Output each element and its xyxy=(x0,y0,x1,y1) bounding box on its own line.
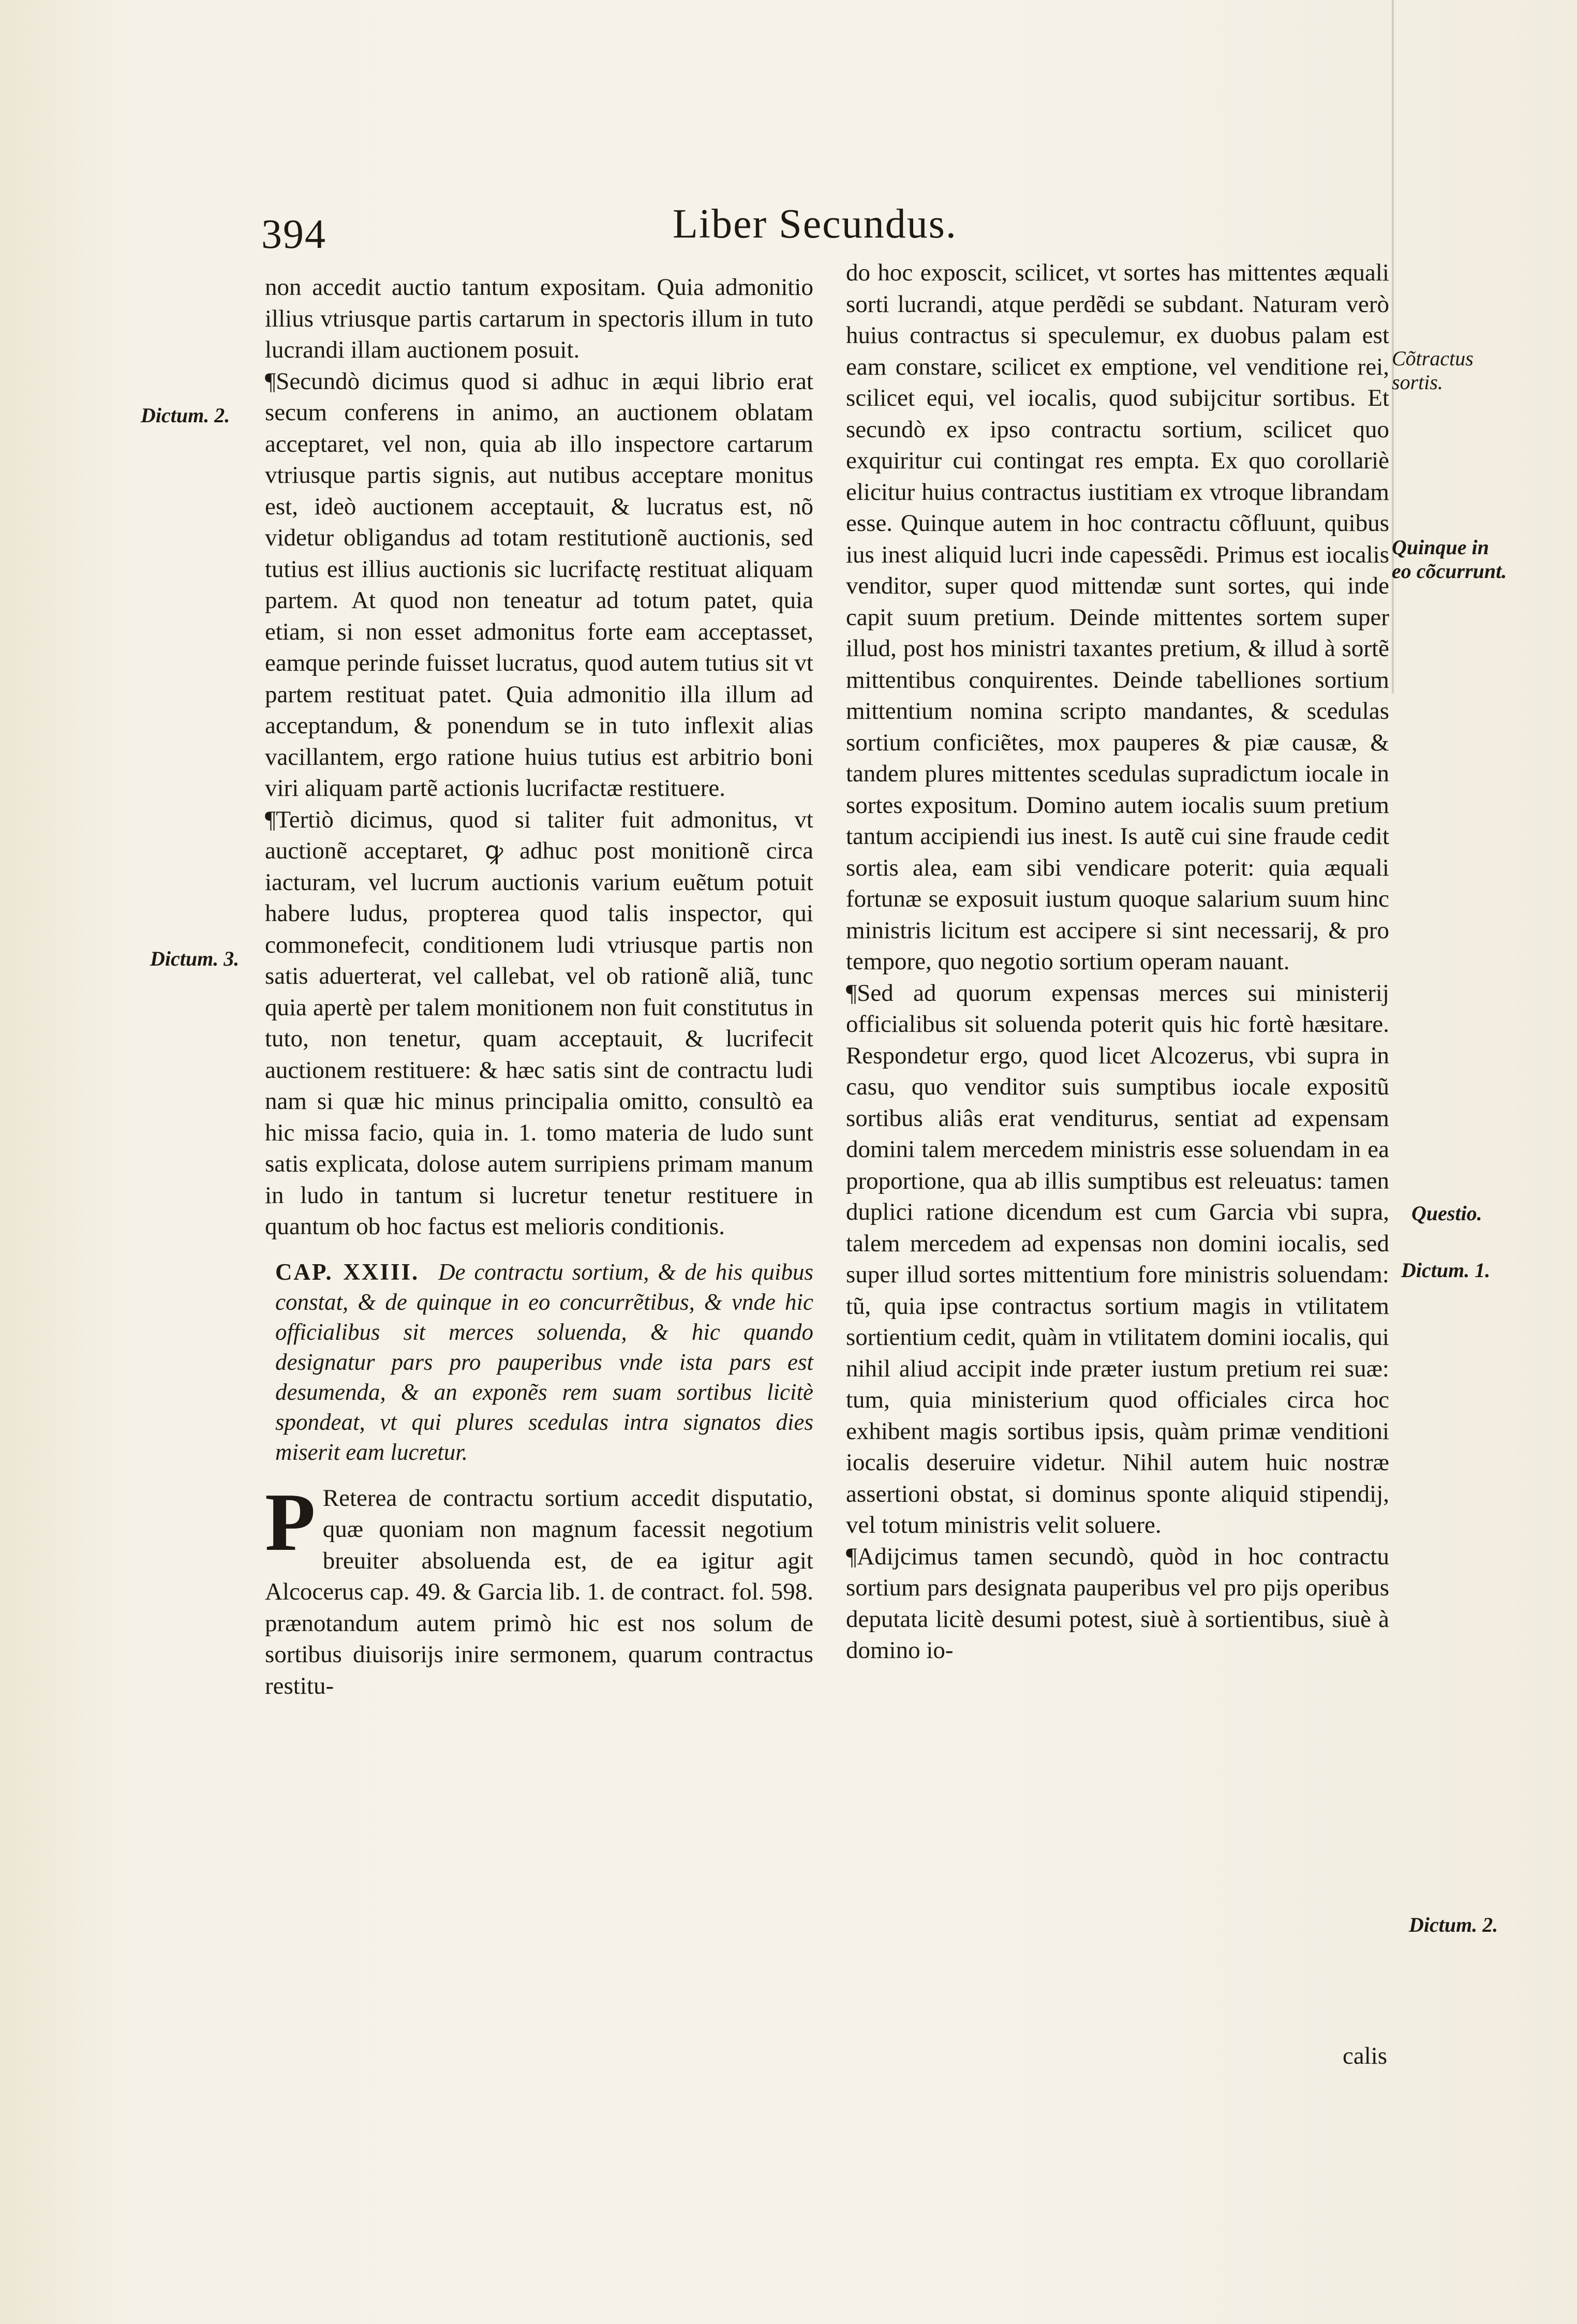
left-para-1: non accedit auctio tantum expositam. Quia admonitio illius vtriusque partis cartarum in spectoris illum in tuto lucrandi illam auctionem posuit. xyxy=(265,274,813,363)
drop-capital: P xyxy=(265,1475,316,1568)
page-number: 394 xyxy=(261,212,326,257)
margin-note-dictum-1: Dictum. 1. xyxy=(1401,1259,1491,1282)
margin-note-contractus-sortis: Cõtractus sortis. xyxy=(1392,347,1474,394)
right-column xyxy=(846,257,1389,1666)
margin-note-quinque: Quinque in eo cõcurrunt. xyxy=(1392,536,1507,583)
left-para-4: Reterea de contractu sortium accedit disputatio, quæ quoniam non magnum facessit negotium breuiter absoluenda est, de ea igitur agit Alcocerus cap. 49. & Garcia lib. 1. de contract. fol. 598. prænotandum autem primò hic est nos solum de sortibus diuisorijs inire sermonem, quarum contractus restitu- xyxy=(265,1484,813,1699)
left-column xyxy=(265,272,813,1701)
left-para-4-block xyxy=(265,1475,813,1702)
right-para-1: do hoc exposcit, scilicet, vt sortes has mittentes æquali sorti lucrandi, atque perdẽdi se subdant. Naturam verò huius contractus si speculemur, ex duobus palam est eam constare, scilicet ex emptione, vel venditione rei, scilicet equi, vel iocalis, quod subijcitur sortibus. Et secundò ex ipso contractu sortium, scilicet quo exquiritur cui contingat res empta. Ex quo corollariè elicitur huius contractus iustitiam ex vtroque librandam esse. Quinque autem in hoc contractu cõfluunt, quibus ius inest aliquid lucri inde capessẽdi. Primus est iocalis venditor, super quod mittendæ sunt sortes, qui inde capit suum pretium. Deinde mittentes sortem super illud, post hos ministri taxantes pretium, & illud à sortẽ mittentibus conquirentes. Deinde tabelliones sortium mittentium nomina scripto mandantes, & scedulas sortium conficiẽtes, mox pauperes & piæ causæ, & tandem plures mittentes scedulas supradictum iocale in sortes expositum. Domino autem iocalis suum pretium tantum accipiendi ius inest. Is autẽ cui sine fraude cedit sortis alea, eam sibi vendicare poterit: quia æquali fortunæ se exposuit iustum quoque salarium suum hinc ministris licitum est accipere si sint necessarij, & pro tempore, quo negotio sortium operam nauant. xyxy=(846,259,1389,975)
margin-note-questio: Questio. xyxy=(1411,1202,1482,1225)
left-para-2: ¶Secundò dicimus quod si adhuc in æqui librio erat secum conferens in animo, an auctionem oblatam acceptaret, vel non, quia ab illo inspectore cartarum vtriusque partis signis, aut nutibus acceptare monitus est, ideò auctionem acceptauit, & lucratus est, nõ videtur obligandus ad totam restitutionẽ auctionis, sed tutius est illius auctionis sic lucrifactę restituat aliquam partem. At quod non teneatur ad totum patet, quia etiam, si non esset admonitus forte eam acceptasset, eamque perinde fuisset lucratus, quod autem tutius sit vt partem restituat patet. Quia admonitio illa illum ad acceptandum, & ponendum se in tuto inflexit alias vacillantem, ergo ratione huius tutius est arbitrio boni viri aliquam partẽ actionis lucrifactæ restituere. xyxy=(265,367,813,802)
chapter-summary: De contractu sortium, & de his quibus constat, & de quinque in eo concurrẽtibus, & vnde hic officialibus sit merces soluenda, & hic quando designatur pars pro pauperibus vnde ista pars est desumenda, & an exponẽs rem suam sortibus licitè spondeat, vt qui plures scedulas intra signatos dies miserit eam lucretur. xyxy=(275,1259,814,1465)
right-para-2: ¶Sed ad quorum expensas merces sui ministerij officialibus sit soluenda poterit quis hic fortè hæsitare. Respondetur ergo, quod licet Alcozerus, vbi supra in casu, quo venditor suis sumptibus iocale expositũ sortibus aliâs erat venditurus, sentiat ad expensam domini talem mercedem ministris esse soluendam in ea proportione, qua ab illis sumptibus est releuatus: tamen duplici ratione dicendum est cum Garcia vbi supra, talem mercedem ad expensas non domini iocalis, sed super illud sortes mittentium fore ministris soluendam: tũ, quia ipse contractus sortium magis in vtilitatem sortientium cedit, quàm in vtilitatem domini iocalis, qui nihil aliud accipit inde præter iustum pretium rei suæ: tum, quia ministerium quod officiales circa hoc exhibent magis sortibus ipsis, quàm primæ venditioni iocalis deseruire videtur. Nihil autem huic nostræ assertioni obstat, si dominus sponte aliquid stipendij, vel totum ministris velit soluere. xyxy=(846,979,1389,1538)
right-para-3: ¶Adijcimus tamen secundò, quòd in hoc contractu sortium pars designata pauperibus vel pro pijs operibus deputata licitè desumi potest, siuè à sortientibus, siuè à domino io- xyxy=(846,1543,1389,1664)
running-title: Liber Secundus. xyxy=(673,201,957,247)
chapter-heading-block xyxy=(265,1257,813,1467)
left-para-3: ¶Tertiò dicimus, quod si taliter fuit admonitus, vt auctionẽ acceptaret, ꝙ adhuc post monitionẽ circa iacturam, vel lucrum auctionis varium euẽtum potuit habere ludus, propterea quod talis inspector, qui commonefecit, conditionem ludi vtriusque partis non satis aduerterat, vel callebat, vel ob rationẽ aliã, tunc quia apertè per talem monitionem non fuit constitutus in tuto, non tenetur, quam acceptauit, & lucrifecit auctionem restituere: & hæc satis sint de contractu ludi nam si quæ hic minus principalia omitto, consultò ea hic missa facio, quia in. 1. tomo materia de ludo sunt satis explicata, dolose autem surripiens primam manum in ludo in tantum si lucretur tenetur restituere in quantum ob hoc factus est melioris conditionis. xyxy=(265,806,813,1240)
chapter-heading: CAP. XXIII. xyxy=(275,1259,420,1285)
catchword: calis xyxy=(1343,2042,1388,2069)
margin-note-dictum-3: Dictum. 3. xyxy=(150,947,240,970)
margin-note-dictum-2-right: Dictum. 2. xyxy=(1409,1913,1498,1936)
margin-note-dictum-2: Dictum. 2. xyxy=(141,404,230,427)
